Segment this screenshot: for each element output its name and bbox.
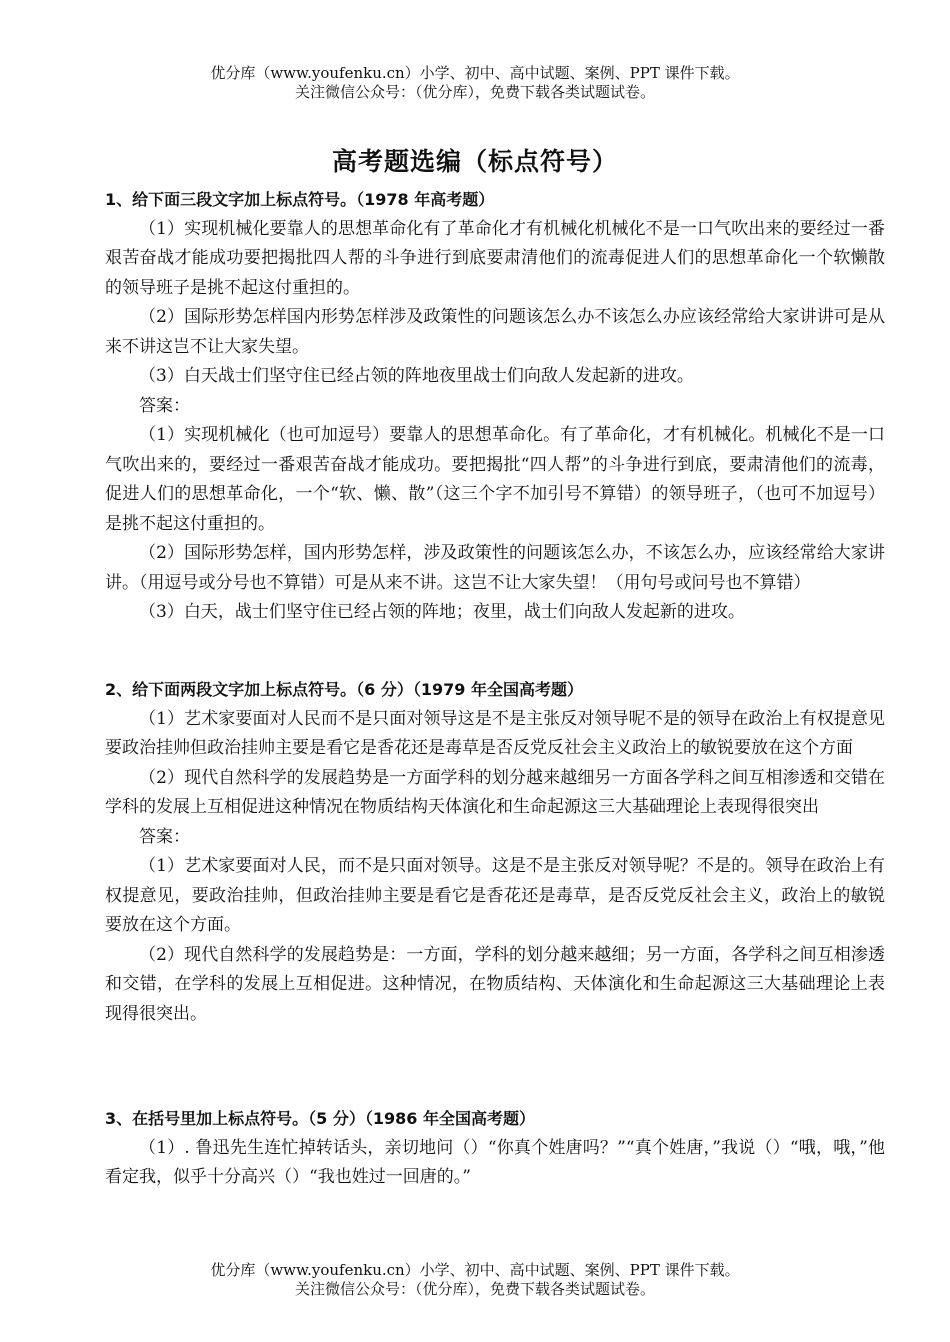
- question-2-passage-1: （1）艺术家要面对人民而不是只面对领导这是不是主张反对领导呢不是的领导在政治上有权提意见要政治挂帅但政治挂帅主要是看它是香花还是毒草是否反党反社会主义政治上的敏锐要放在这个方面: [105, 708, 885, 758]
- question-2-heading: 2、给下面两段文字加上标点符号。（6 分）（1979 年全国高考题）: [105, 680, 583, 699]
- section-1: [105, 185, 885, 628]
- question-2-passage-2: （2）现代自然科学的发展趋势是一方面学科的划分越来越细另一方面各学科之间互相渗透和交错在学科的发展上互相促进这种情况在物质结构天体演化和生命起源这三大基础理论上表现得很突出: [105, 767, 885, 817]
- question-1-passage-1: （1）实现机械化要靠人的思想革命化有了革命化才有机械化机械化不是一口气吹出来的要经过一番艰苦奋战才能成功要把揭批四人帮的斗争进行到底要肃清他们的流毒促进人们的思想革命化一个软懒散的领导班子是挑不起这付重担的。: [105, 218, 885, 298]
- section-2: [105, 675, 885, 1029]
- document-title: 高考题选编（标点符号）: [331, 147, 618, 176]
- page-header: [0, 64, 950, 102]
- answer-label: 答案：: [139, 826, 190, 847]
- question-1-passage-3: （3）白天战士们坚守住已经占领的阵地夜里战士们向敌人发起新的进攻。: [139, 366, 694, 386]
- answer-1-2: （2）国际形势怎样，国内形势怎样，涉及政策性的问题该怎么办，不该怎么办，应该经常给大家讲讲。（用逗号或分号也不算错）可是从来不讲。这岂不让大家失望！（用句号或问号也不算错）: [105, 543, 885, 593]
- footer-line-1: 优分库（www.youfenku.cn）小学、初中、高中试题、案例、PPT 课件下载。: [210, 1261, 740, 1279]
- question-3-heading: 3、在括号里加上标点符号。（5 分）（1986 年全国高考题）: [105, 1109, 535, 1128]
- answer-1-1: （1）实现机械化（也可加逗号）要靠人的思想革命化。有了革命化，才有机械化。机械化不是一口气吹出来的，要经过一番艰苦奋战才能成功。要把揭批“四人帮”的斗争进行到底，要肃清他们的流毒，促进人们的思想革命化，一个“软、懒、散”（这三个字不加引号不算错）的领导班子，（也可不加逗号）是挑不起这付重担的。: [105, 425, 885, 534]
- header-line-1: 优分库（www.youfenku.cn）小学、初中、高中试题、案例、PPT 课件下载。: [210, 64, 740, 82]
- answer-2-2: （2）现代自然科学的发展趋势是：一方面，学科的划分越来越细；另一方面，各学科之间互相渗透和交错，在学科的发展上互相促进。这种情况，在物质结构、天体演化和生命起源这三大基础理论上表现得很突出。: [105, 944, 885, 1024]
- question-1-passage-2: （2）国际形势怎样国内形势怎样涉及政策性的问题该怎么办不该怎么办应该经常给大家讲讲可是从来不讲这岂不让大家失望。: [105, 307, 885, 357]
- footer-line-2: 关注微信公众号：（优分库），免费下载各类试题试卷。: [294, 1280, 655, 1298]
- header-line-2: 关注微信公众号：（优分库），免费下载各类试题试卷。: [294, 83, 655, 101]
- answer-2-1: （1）艺术家要面对人民，而不是只面对领导。这是不是主张反对领导呢？不是的。领导在政治上有权提意见，要政治挂帅，但政治挂帅主要是看它是香花还是毒草，是否反党反社会主义，政治上的敏锐要放在这个方面。: [105, 856, 885, 935]
- question-1-heading: 1、给下面三段文字加上标点符号。（1978 年高考题）: [105, 190, 495, 209]
- question-3-passage-1: （1）. 鲁迅先生连忙掉转话头，亲切地问（）“你真个姓唐吗？”“真个姓唐，”我说（）“哦，哦，”他看定我，似乎十分高兴（）“我也姓过一回唐的。”: [105, 1137, 885, 1187]
- answer-1-3: （3）白天，战士们坚守住已经占领的阵地；夜里，战士们向敌人发起新的进攻。: [139, 602, 745, 622]
- section-3: [105, 1104, 885, 1193]
- answer-label: 答案：: [139, 395, 190, 416]
- page-footer: [0, 1261, 950, 1299]
